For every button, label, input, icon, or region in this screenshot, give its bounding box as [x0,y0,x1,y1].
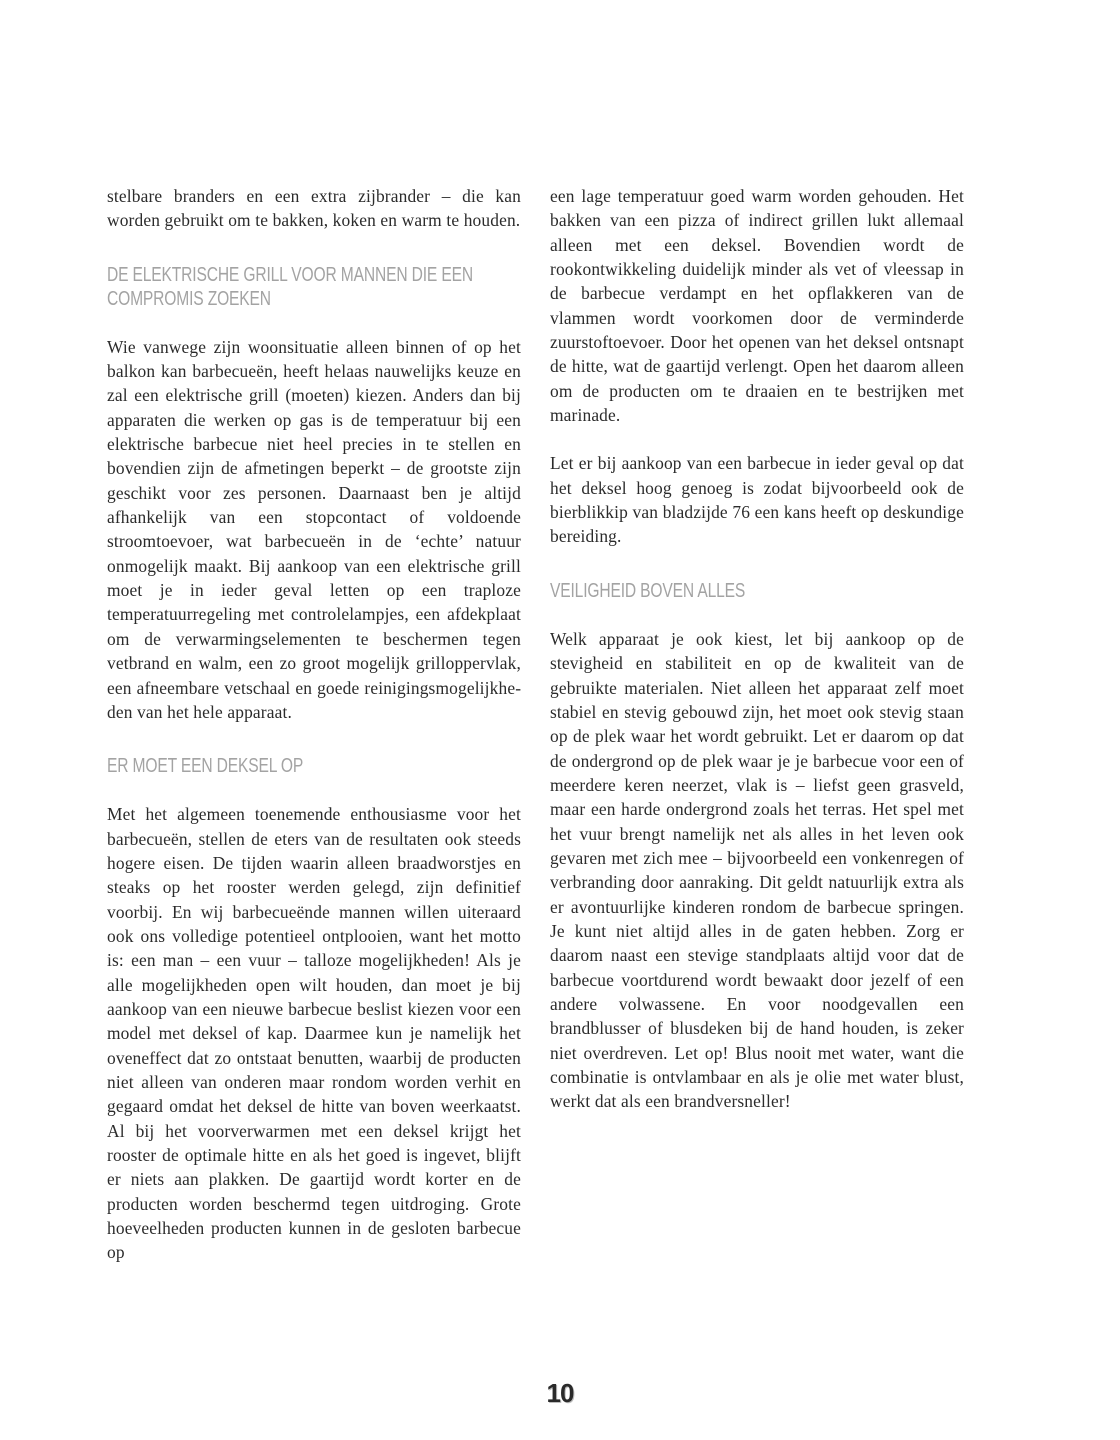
section-heading-safety [550,579,1080,603]
heading-line: ER MOET EEN DEKSEL OP [107,755,304,778]
electric-grill-paragraph: Wie vanwege zijn woonsituatie alleen binnen of op het balkon kan barbecueën, heeft helaas nauwelijks keuze en zal een elektrische grill (moeten) kiezen. Anders dan bij apparaten die werken op gas is de temperatuur bij een elektrische barbecue niet heel precies in te stellen en bovendien zijn de afmetingen beperkt – de grootste zijn geschikt voor zes personen. Daarnaast ben je altijd afhankelijk van een stopcontact of voldoende stroomtoevoer, wat barbecueën in de ‘echte’ natuur onmogelijk maakt. Bij aankoop van een elektrische grill moet je in ieder geval letten op een traploze temperatuurregeling met controlelampjes, een afdekplaat om de verwarmingselementen te beschermen tegen vetbrand en walm, een zo groot mogelijk grilloppervlak, een afneembare vetschaal en goede reinigingsmogelijkheden van het hele apparaat. [107,336,521,722]
heading-line: VEILIGHEID BOVEN ALLES [550,579,746,602]
continued-paragraph: een lage temperatuur goed warm worden gehouden. Het bakken van een pizza of indirect grillen lukt allemaal alleen met een deksel. Bovendien wordt de rookontwikkeling duidelijk minder als vet of vleessap in de barbecue verdampt en het opflakkeren van de vlammen wordt voorkomen door de verminderde zuurstoftoevoer. Door het openen van het deksel ontsnapt de hitte, wat de gaartijd verlengt. Open het daarom alleen om de producten om te draaien en te bestrijken met marinade. [550,186,964,426]
left-column [107,184,521,1265]
lid-height-paragraph: Let er bij aankoop van een barbecue in ieder geval op dat het deksel hoog genoeg is zodat bijvoorbeeld ook de bierblikkip van bladzijde 76 een kans heeft op deskundige bereiding. [550,453,964,547]
heading-line: COMPROMIS ZOEKEN [107,287,271,310]
heading-line: DE ELEKTRISCHE GRILL VOOR MANNEN DIE EEN [107,263,473,286]
page-number: 10 [546,1378,574,1408]
lid-paragraph: Met het algemeen toenemende enthousiasme voor het barbecueën, stellen de eters van de resultaten ook steeds hogere eisen. De tijden waarin alleen braadworstjes en steaks op het rooster werden gelegd, zijn definitief voorbij. En wij barbecueënde mannen willen uiteraard ook ons volledige potentieel ontplooien, want het motto is: een man – een vuur – talloze mogelijkheden! Als je alle mogelijkheden open wilt houden, dan moet je bij aankoop van een nieuwe barbecue beslist kiezen voor een model met deksel of kap. Daarmee kun je namelijk het oveneffect dat zo ontstaat benutten, waarbij de producten niet alleen van onderen maar rondom worden verhit en gegaard omdat het deksel de hitte van boven weerkaatst. Al bij het voorverwarmen met een deksel krijgt het rooster de optimale hitte en als het goed is ingevet, blijft er niets aan plakken. De gaartijd wordt korter en de producten worden beschermd tegen uitdroging. Grote hoeveelheden producten kunnen in de gesloten barbecue op [107,804,521,1263]
safety-paragraph: Welk apparaat je ook kiest, let bij aankoop op de stevigheid en stabiliteit en op de kwaliteit van de gebruikte materialen. Niet alleen het apparaat zelf moet stabiel en stevig gebouwd zijn, het moet ook stevig staan op de plek waar het wordt gebruikt. Let er daarom op dat de ondergrond op de plek waar je je barbecue voor een of meerdere keren neerzet, vlak is – liefst geen grasveld, maar een harde ondergrond zoals het terras. Het spel met het vuur brengt namelijk net als alles in het leven ook gevaren met zich mee – bijvoorbeeld een vonkenregen of verbranding door aanraking. Dit geldt natuurlijk extra als er avontuurlijke kinderen rondom de barbecue springen. Je kunt niet altijd alles in de gaten hebben. Zorg er daarom naast een stevige standplaats altijd voor dat de barbecue voortdurend wordt bewaakt door jezelf of een andere volwassene. En voor noodgevallen een brandblusser of blusdeken bij de hand houden, is zeker niet overdreven. Let op! Blus nooit met water, want die combinatie is ontvlambaar en als je olie met water blust, werkt dat als een brandversneller! [550,628,964,1112]
intro-paragraph: stelbare branders en een extra zijbrander – die kan worden gebruikt om te bakken, koken en warm te houden. [107,186,521,231]
right-column [550,184,964,1114]
